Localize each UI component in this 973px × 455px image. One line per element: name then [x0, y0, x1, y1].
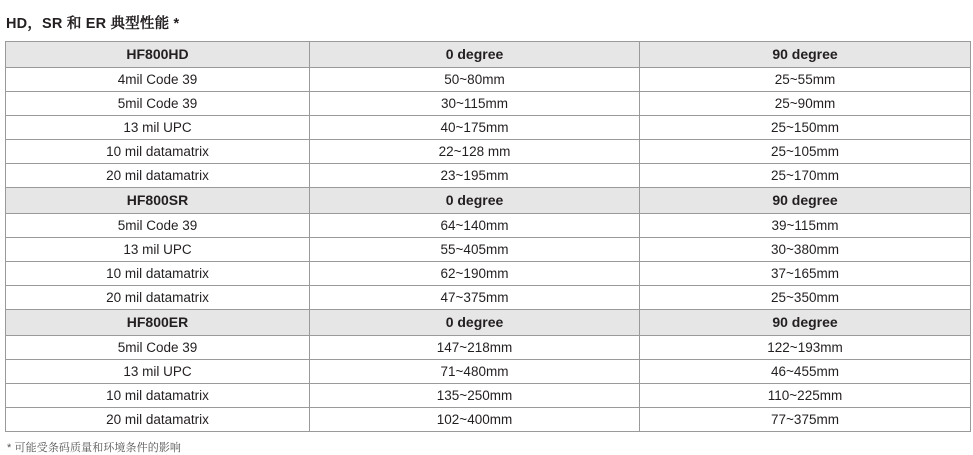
- group-name: HF800ER: [6, 310, 310, 336]
- row-value-0-degree: 30~115mm: [310, 92, 640, 116]
- row-label: 13 mil UPC: [6, 360, 310, 384]
- row-label: 5mil Code 39: [6, 92, 310, 116]
- group-name: HF800HD: [6, 42, 310, 68]
- row-value-90-degree: 39~115mm: [640, 214, 971, 238]
- performance-table: [5, 41, 971, 432]
- table-row: [6, 164, 971, 188]
- row-value-0-degree: 50~80mm: [310, 68, 640, 92]
- row-label: 5mil Code 39: [6, 214, 310, 238]
- row-label: 10 mil datamatrix: [6, 140, 310, 164]
- group-name: HF800SR: [6, 188, 310, 214]
- group-header-row: [6, 310, 971, 336]
- row-value-90-degree: 25~350mm: [640, 286, 971, 310]
- row-label: 13 mil UPC: [6, 238, 310, 262]
- row-value-90-degree: 25~55mm: [640, 68, 971, 92]
- row-label: 20 mil datamatrix: [6, 408, 310, 432]
- row-value-90-degree: 46~455mm: [640, 360, 971, 384]
- table-row: [6, 68, 971, 92]
- footnote: * 可能受条码质量和环境条件的影响: [7, 442, 182, 454]
- table-row: [6, 360, 971, 384]
- row-label: 13 mil UPC: [6, 116, 310, 140]
- group-col-90-degree: 90 degree: [640, 310, 971, 336]
- table-row: [6, 92, 971, 116]
- row-value-0-degree: 47~375mm: [310, 286, 640, 310]
- table-row: [6, 286, 971, 310]
- row-value-0-degree: 71~480mm: [310, 360, 640, 384]
- row-value-90-degree: 37~165mm: [640, 262, 971, 286]
- table-row: [6, 408, 971, 432]
- row-value-0-degree: 55~405mm: [310, 238, 640, 262]
- group-col-90-degree: 90 degree: [640, 188, 971, 214]
- row-label: 10 mil datamatrix: [6, 262, 310, 286]
- table-row: [6, 214, 971, 238]
- row-value-90-degree: 25~150mm: [640, 116, 971, 140]
- row-value-90-degree: 25~105mm: [640, 140, 971, 164]
- group-col-0-degree: 0 degree: [310, 310, 640, 336]
- row-label: 4mil Code 39: [6, 68, 310, 92]
- row-label: 20 mil datamatrix: [6, 164, 310, 188]
- row-label: 5mil Code 39: [6, 336, 310, 360]
- table-row: [6, 140, 971, 164]
- row-value-90-degree: 30~380mm: [640, 238, 971, 262]
- row-value-90-degree: 25~170mm: [640, 164, 971, 188]
- row-label: 20 mil datamatrix: [6, 286, 310, 310]
- row-label: 10 mil datamatrix: [6, 384, 310, 408]
- row-value-90-degree: 77~375mm: [640, 408, 971, 432]
- group-col-90-degree: 90 degree: [640, 42, 971, 68]
- table-row: [6, 262, 971, 286]
- group-col-0-degree: 0 degree: [310, 42, 640, 68]
- row-value-90-degree: 25~90mm: [640, 92, 971, 116]
- table-row: [6, 384, 971, 408]
- row-value-0-degree: 147~218mm: [310, 336, 640, 360]
- row-value-90-degree: 122~193mm: [640, 336, 971, 360]
- table-row: [6, 238, 971, 262]
- row-value-0-degree: 64~140mm: [310, 214, 640, 238]
- row-value-0-degree: 135~250mm: [310, 384, 640, 408]
- group-header-row: [6, 42, 971, 68]
- group-header-row: [6, 188, 971, 214]
- page-title: HD，SR 和 ER 典型性能 *: [6, 16, 180, 32]
- row-value-0-degree: 62~190mm: [310, 262, 640, 286]
- row-value-0-degree: 22~128 mm: [310, 140, 640, 164]
- row-value-0-degree: 23~195mm: [310, 164, 640, 188]
- table-row: [6, 116, 971, 140]
- table-row: [6, 336, 971, 360]
- group-col-0-degree: 0 degree: [310, 188, 640, 214]
- row-value-0-degree: 40~175mm: [310, 116, 640, 140]
- row-value-90-degree: 110~225mm: [640, 384, 971, 408]
- row-value-0-degree: 102~400mm: [310, 408, 640, 432]
